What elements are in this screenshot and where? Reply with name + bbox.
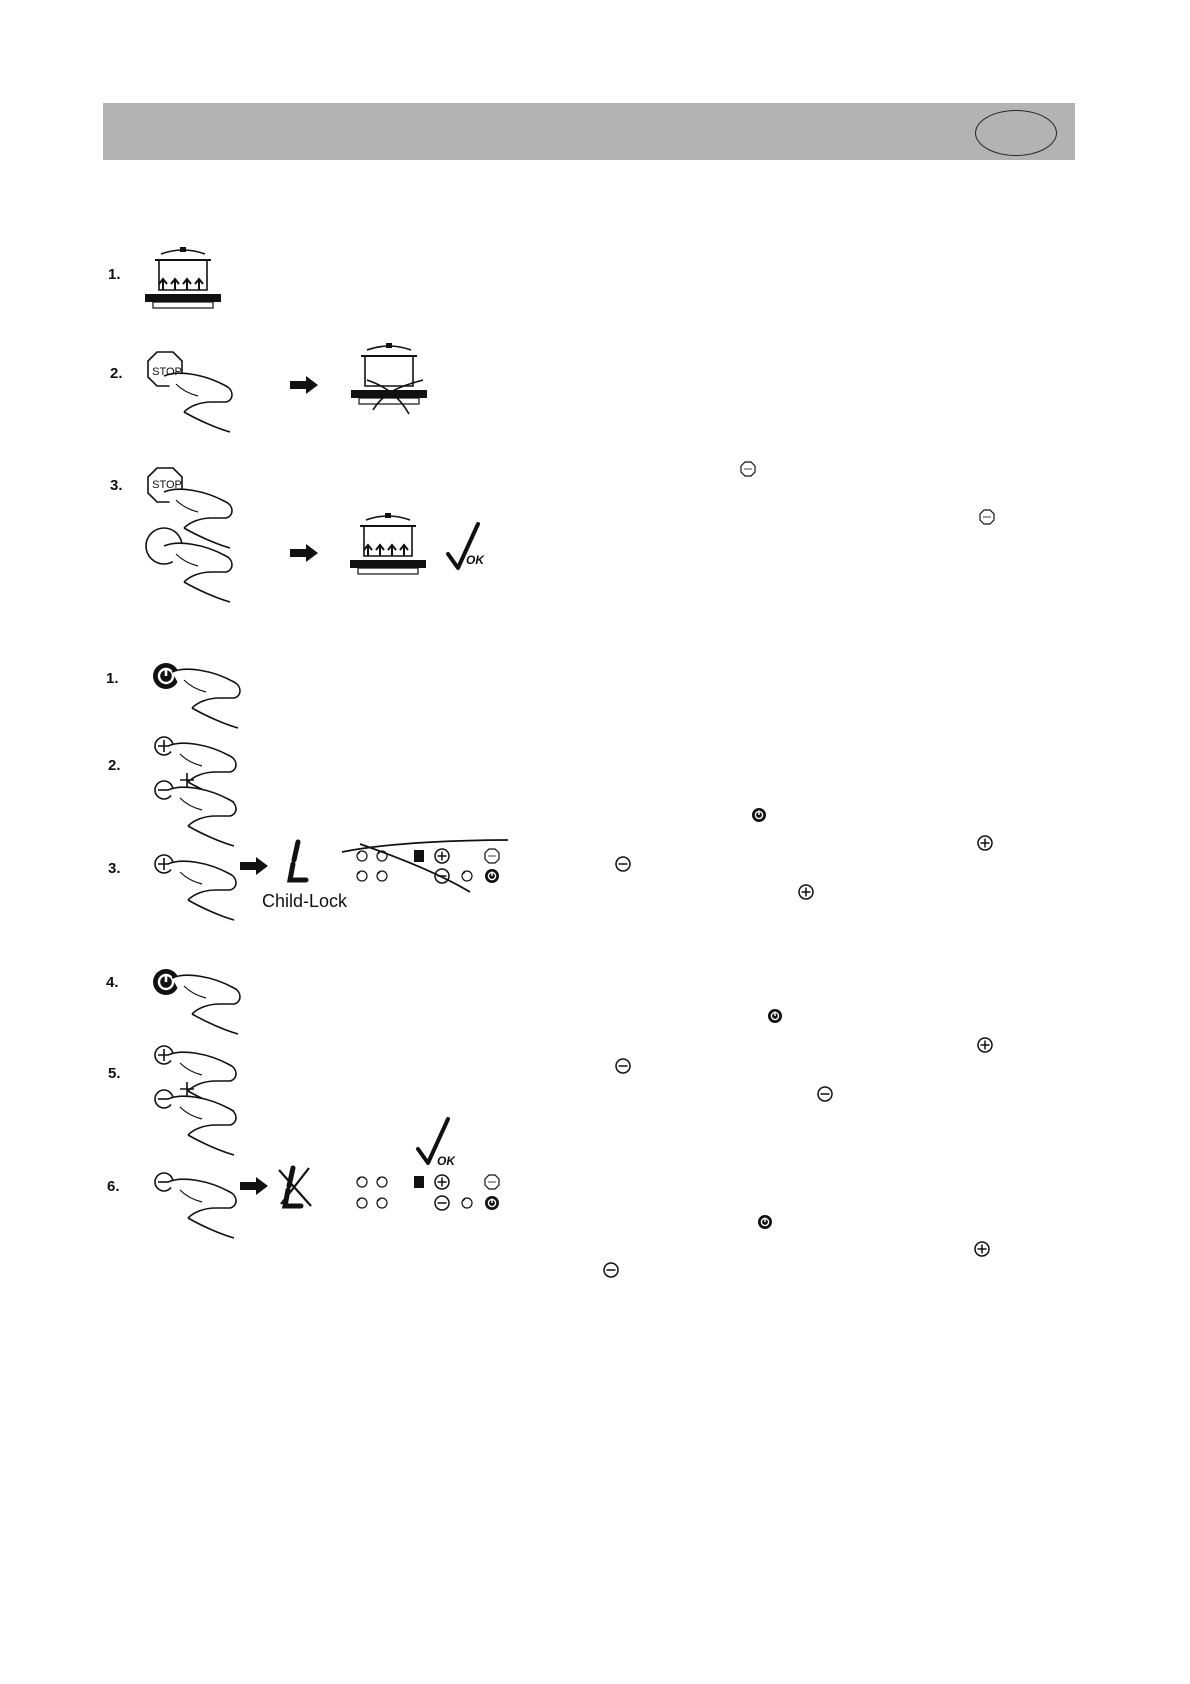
childlock-label: Child-Lock [262,891,348,911]
stop-icon [739,460,757,478]
minus-button-press[interactable] [150,1168,230,1226]
power-icon [766,1007,784,1025]
empty-button-press[interactable] [144,528,228,590]
header-bar [103,103,1075,160]
step-number: 3. [110,477,123,494]
arrow-right-icon [240,856,272,876]
plus-minus-press[interactable] [150,734,230,834]
plus-icon [976,834,994,852]
pot-heating-icon [145,250,225,310]
plus-icon [976,1036,994,1054]
step-number: 5. [108,1065,121,1082]
arrow-right-icon [290,375,322,395]
plus-icon [973,1240,991,1258]
arrow-right-icon [290,543,322,563]
stop-icon [978,508,996,526]
step-number: 3. [108,860,121,877]
step-number: 1. [108,266,121,283]
power-button-press[interactable] [152,660,232,710]
stop-button-label: STOP [152,366,182,378]
step-number: 6. [107,1178,120,1195]
minus-icon [816,1085,834,1103]
step-number: 1. [106,670,119,687]
stop-button-press[interactable] [148,352,228,424]
minus-icon [614,1057,632,1075]
minus-icon [614,855,632,873]
step-number: 4. [106,974,119,991]
power-icon [756,1213,774,1231]
pot-off-icon [345,340,435,416]
power-button-press[interactable] [152,966,232,1016]
ok-label: OK [466,553,484,567]
step-number: 2. [110,365,123,382]
plus-button-press[interactable] [150,850,230,908]
pot-heating-icon [350,510,440,576]
plus-minus-press[interactable] [150,1043,230,1143]
stop-button-label: STOP [152,479,182,491]
control-panel-locked [340,838,510,892]
plus-icon [797,883,815,901]
control-panel-unlocked [340,1172,510,1216]
arrow-right-icon [240,1176,272,1196]
stop-button-press[interactable] [148,468,228,534]
language-badge [975,110,1057,156]
ok-label: OK [437,1154,455,1168]
display-letter-l [288,838,318,888]
display-letter-l-crossed [275,1162,319,1212]
minus-icon [602,1261,620,1279]
step-number: 2. [108,757,121,774]
power-icon [750,806,768,824]
